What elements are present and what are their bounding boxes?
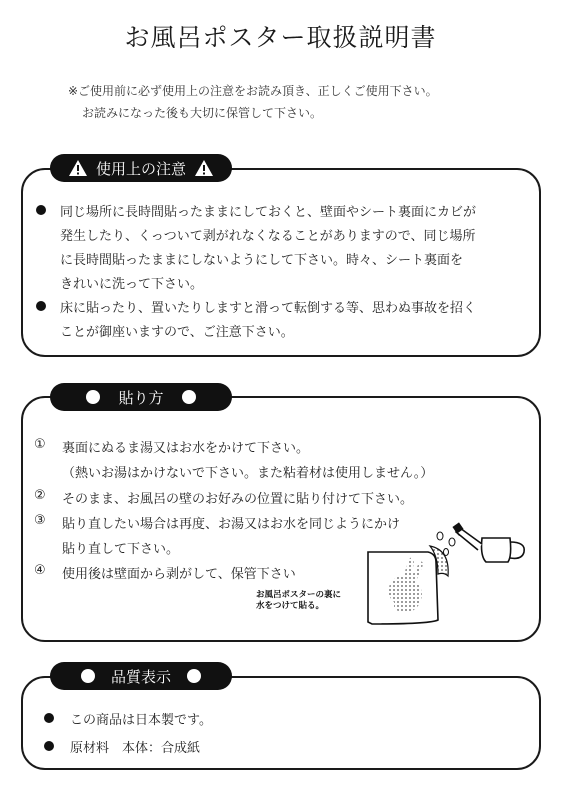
caption-line-2: 水をつけて貼る。 bbox=[256, 601, 325, 611]
intro-line-2: お読みになった後も大切に保管して下さい。 bbox=[82, 106, 323, 120]
step-3-number: ③ bbox=[34, 513, 46, 528]
caution-item-2-line-1: 床に貼ったり、置いたりしますと滑って転倒する等、思わぬ事故を招く bbox=[60, 301, 477, 316]
caution-item-1-line-2: 発生したり、くっついて剥がれなくなることがありますので、同じ場所 bbox=[60, 229, 476, 244]
dot-icon bbox=[187, 669, 201, 683]
step-4-line-1: 使用後は壁面から剥がして、保管下さい bbox=[62, 567, 296, 582]
watering-can-icon bbox=[452, 522, 524, 562]
caution-item-2-line-2: ことが御座いますので、ご注意下さい。 bbox=[60, 325, 294, 340]
bullet-icon bbox=[36, 301, 46, 311]
bullet-icon bbox=[44, 713, 54, 723]
dot-icon bbox=[86, 390, 100, 404]
howto-heading: 貼り方 bbox=[118, 388, 164, 407]
bullet-icon bbox=[44, 741, 54, 751]
caution-item-1-line-3: に長時間貼ったままにしないようにして下さい。時々、シート裏面を bbox=[60, 253, 464, 268]
step-1-line-1: 裏面にぬるま湯又はお水をかけて下さい。 bbox=[62, 441, 310, 456]
warning-icon bbox=[68, 159, 88, 177]
step-1-number: ① bbox=[34, 437, 46, 452]
caution-item-1-line-4: きれいに洗って下さい。 bbox=[60, 277, 204, 292]
caution-item-1-line-1: 同じ場所に長時間貼ったままにしておくと、壁面やシート裏面にカビが bbox=[60, 205, 477, 220]
step-4-number: ④ bbox=[34, 563, 46, 578]
step-3-line-2: 貼り直して下さい。 bbox=[62, 542, 180, 557]
poster-illustration bbox=[360, 516, 530, 630]
howto-tab bbox=[50, 383, 232, 411]
caution-heading: 使用上の注意 bbox=[95, 159, 186, 178]
bullet-icon bbox=[36, 205, 46, 215]
quality-heading: 品質表示 bbox=[110, 667, 171, 686]
page-title: お風呂ポスター取扱説明書 bbox=[124, 23, 437, 52]
quality-item-2: 原材料 本体：合成紙 bbox=[70, 741, 201, 756]
step-2-number: ② bbox=[34, 488, 46, 503]
dot-icon bbox=[81, 669, 95, 683]
quality-tab bbox=[50, 662, 232, 690]
intro-line-1: ※ご使用前に必ず使用上の注意をお読み頂き、正しくご使用下さい。 bbox=[68, 84, 438, 98]
caution-tab bbox=[50, 154, 232, 182]
step-3-line-1: 貼り直したい場合は再度、お湯又はお水を同じようにかけ bbox=[62, 517, 401, 532]
step-2-line-1: そのまま、お風呂の壁のお好みの位置に貼り付けて下さい。 bbox=[62, 492, 414, 507]
step-1-line-2: （熱いお湯はかけないで下さい。また粘着材は使用しません。） bbox=[62, 466, 434, 481]
quality-item-1: この商品は日本製です。 bbox=[70, 713, 212, 728]
caption-line-1: お風呂ポスターの裏に bbox=[256, 590, 342, 600]
warning-icon bbox=[194, 159, 214, 177]
dot-icon bbox=[182, 390, 196, 404]
illustration-caption bbox=[256, 590, 341, 612]
